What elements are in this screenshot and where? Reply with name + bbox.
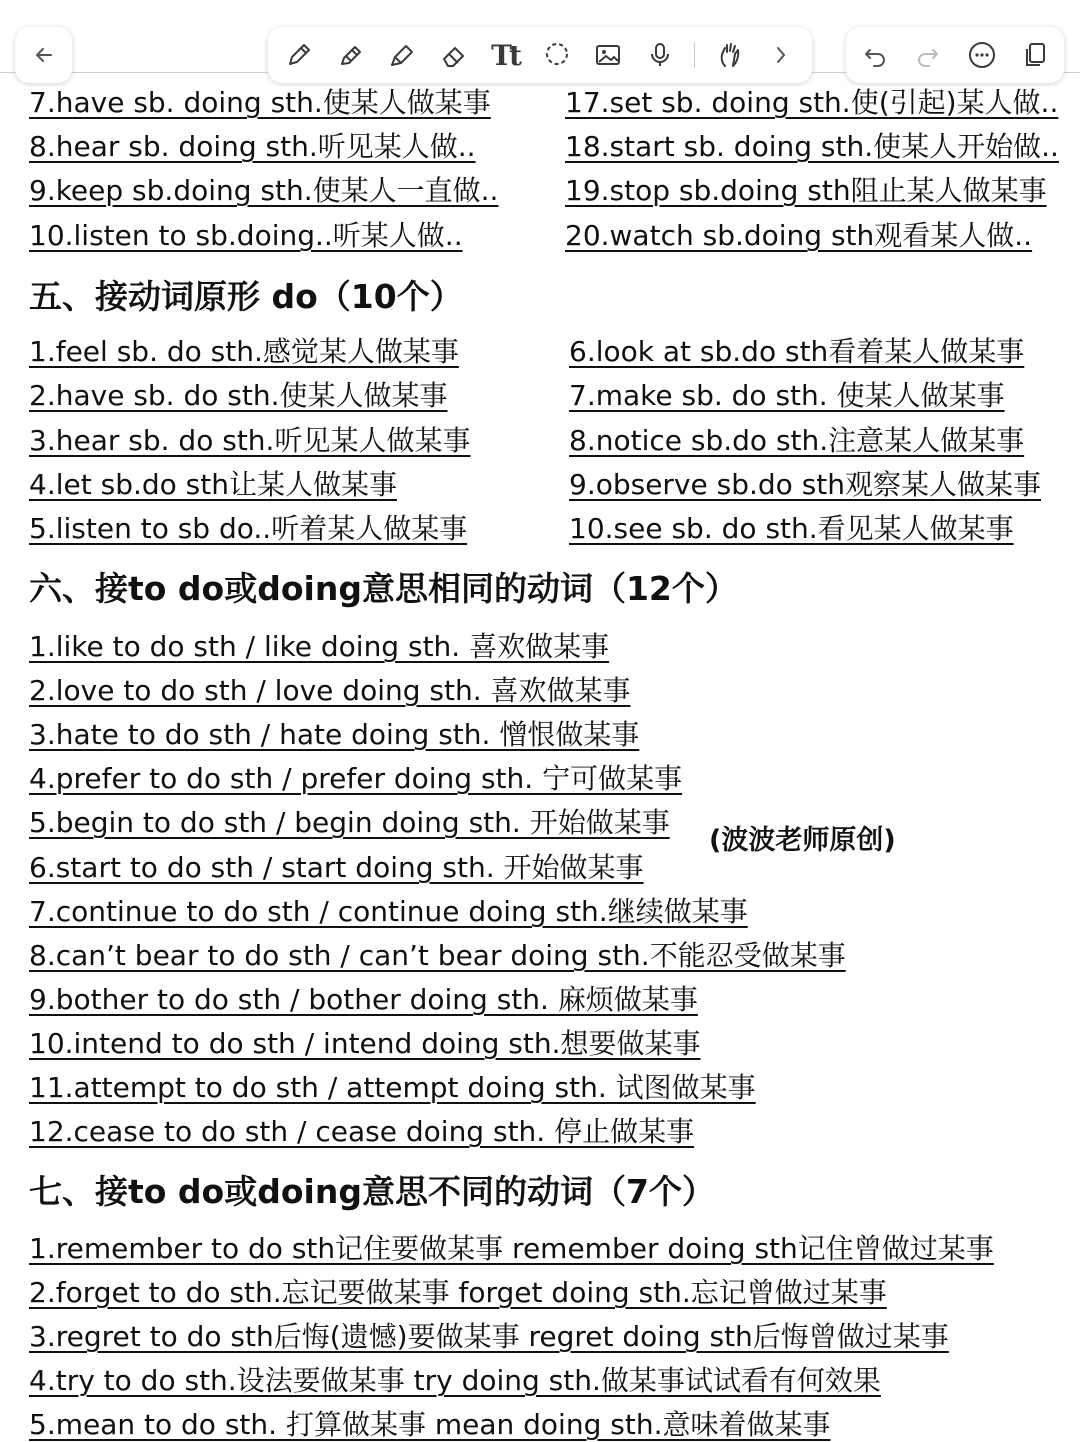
list-item: 4.prefer to do sth / prefer doing sth. 宁可做某事 <box>29 762 683 795</box>
list-item: 6.start to do sth / start doing sth. 开始做某事 <box>29 851 644 884</box>
more-icon[interactable] <box>965 38 999 72</box>
list-item: 10.see sb. do sth.看见某人做某事 <box>569 512 1014 545</box>
list-item: 20.watch sb.doing sth观看某人做.. <box>565 219 1033 252</box>
list-item: 10.listen to sb.doing..听某人做.. <box>29 219 463 252</box>
list-item: 7.have sb. doing sth.使某人做某事 <box>29 86 491 119</box>
list-item: 11.attempt to do sth / attempt doing sth. 试图做某事 <box>29 1071 756 1104</box>
list-item: 5.listen to sb do..听着某人做某事 <box>29 512 468 545</box>
image-icon[interactable] <box>591 38 625 72</box>
section-heading: 七、接to do或doing意思不同的动词（7个） <box>29 1172 715 1211</box>
list-item: 3.hear sb. do sth.听见某人做某事 <box>29 424 471 457</box>
list-item: 3.regret to do sth后悔(遗憾)要做某事 regret doing sth后悔曾做过某事 <box>29 1320 949 1353</box>
list-item: 2.have sb. do sth.使某人做某事 <box>29 379 448 412</box>
text-tool-glyph: Tt <box>491 38 519 72</box>
list-item: 18.start sb. doing sth.使某人开始做.. <box>565 130 1059 163</box>
section-heading: 五、接动词原形 do（10个） <box>29 277 463 316</box>
back-button[interactable] <box>15 27 72 83</box>
list-item: 5.begin to do sth / begin doing sth. 开始做某事 <box>29 806 670 839</box>
list-item: 7.make sb. do sth. 使某人做某事 <box>569 379 1005 412</box>
author-note: (波波老师原创) <box>709 825 896 856</box>
list-item: 1.remember to do sth记住要做某事 remember doing sth记住曾做过某事 <box>29 1232 994 1265</box>
list-item: 19.stop sb.doing sth阻止某人做某事 <box>565 174 1047 207</box>
text-tool-icon[interactable] <box>488 38 522 72</box>
pages-icon[interactable] <box>1018 38 1052 72</box>
list-item: 8.hear sb. doing sth.听见某人做.. <box>29 130 476 163</box>
list-item: 7.continue to do sth / continue doing sth.继续做某事 <box>29 895 748 928</box>
section-heading: 六、接to do或doing意思相同的动词（12个） <box>29 569 738 608</box>
list-item: 17.set sb. doing sth.使(引起)某人做.. <box>565 86 1059 119</box>
redo-icon[interactable] <box>911 38 945 72</box>
list-item: 5.mean to do sth. 打算做某事 mean doing sth.意味着做某事 <box>29 1408 831 1441</box>
list-item: 2.forget to do sth.忘记要做某事 forget doing sth.忘记曾做过某事 <box>29 1276 887 1309</box>
marker-icon[interactable] <box>385 38 419 72</box>
eraser-icon[interactable] <box>437 38 471 72</box>
list-item: 8.can’t bear to do sth / can’t bear doing sth.不能忍受做某事 <box>29 939 846 972</box>
list-item: 3.hate to do sth / hate doing sth. 憎恨做某事 <box>29 718 640 751</box>
list-item: 8.notice sb.do sth.注意某人做某事 <box>569 424 1025 457</box>
undo-icon[interactable] <box>858 38 892 72</box>
action-palette <box>846 27 1064 83</box>
list-item: 4.try to do sth.设法要做某事 try doing sth.做某事试试看有何效果 <box>29 1364 881 1397</box>
list-item: 12.cease to do sth / cease doing sth. 停止做某事 <box>29 1115 695 1148</box>
list-item: 2.love to do sth / love doing sth. 喜欢做某事 <box>29 674 631 707</box>
microphone-icon[interactable] <box>643 38 677 72</box>
lasso-icon[interactable] <box>540 38 574 72</box>
hand-draw-icon[interactable] <box>713 38 747 72</box>
arrow-left-icon <box>27 38 61 72</box>
list-item: 9.bother to do sth / bother doing sth. 麻烦做某事 <box>29 983 698 1016</box>
pen-icon[interactable] <box>282 38 316 72</box>
list-item: 10.intend to do sth / intend doing sth.想要做某事 <box>29 1027 701 1060</box>
list-item: 9.keep sb.doing sth.使某人一直做.. <box>29 174 499 207</box>
highlighter-icon[interactable] <box>334 38 368 72</box>
list-item: 6.look at sb.do sth看着某人做某事 <box>569 335 1025 368</box>
list-item: 1.feel sb. do sth.感觉某人做某事 <box>29 335 459 368</box>
chevron-right-icon[interactable] <box>764 38 798 72</box>
list-item: 4.let sb.do sth让某人做某事 <box>29 468 397 501</box>
list-item: 1.like to do sth / like doing sth. 喜欢做某事 <box>29 630 610 663</box>
tool-palette <box>268 27 812 83</box>
toolbar-separator <box>694 42 695 68</box>
list-item: 9.observe sb.do sth观察某人做某事 <box>569 468 1042 501</box>
